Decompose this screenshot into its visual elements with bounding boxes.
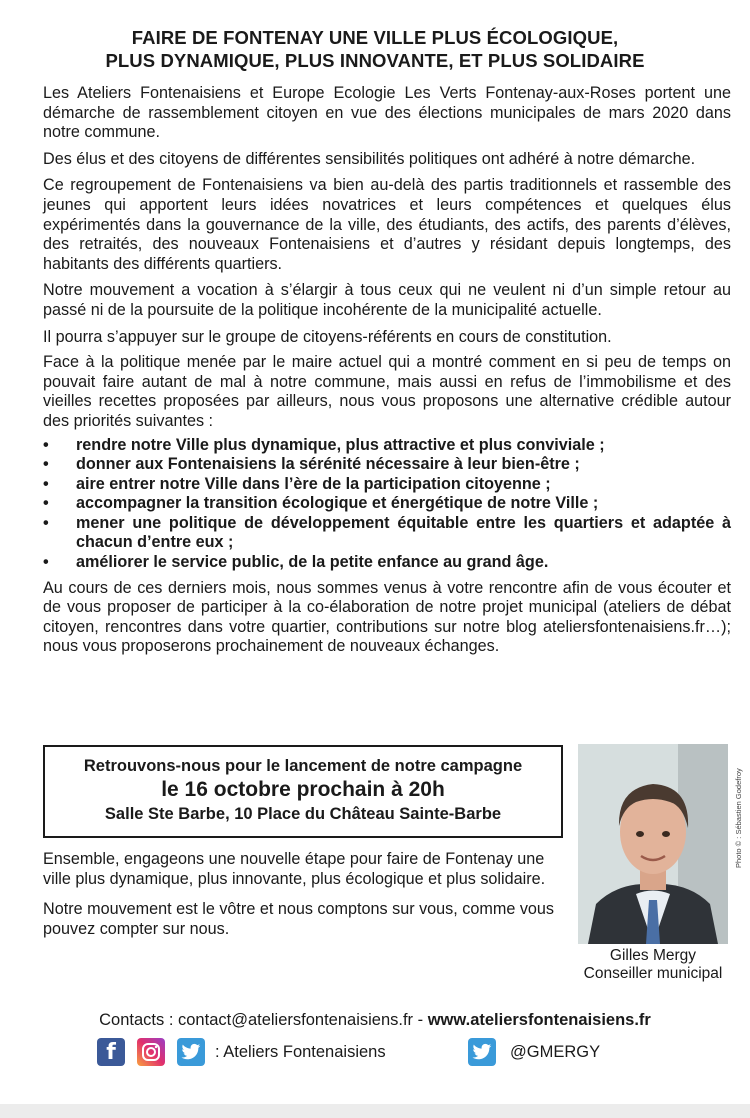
portrait-illustration [578, 744, 728, 944]
photo-credit-text: Photo © : Sébastien Godefroy [734, 768, 743, 868]
priorities-list [43, 436, 731, 573]
candidate-photo [578, 744, 728, 944]
list-item [43, 455, 731, 475]
event-intro: Retrouvons-nous pour le lancement de notre campagne [83, 757, 523, 775]
social-group-label: : Ateliers Fontenaisiens [215, 1043, 386, 1061]
flyer-title [40, 26, 710, 72]
bullet-icon: • [43, 435, 49, 454]
list-item [43, 514, 731, 553]
contact-email: Contacts : contact@ateliersfontenaisiens.fr - [99, 1011, 428, 1029]
list-item [43, 494, 731, 514]
photo-caption [566, 947, 740, 983]
list-item [43, 553, 731, 573]
list-item-text: accompagner la transition écologique et énergétique de notre Ville ; [76, 494, 599, 513]
list-item [43, 475, 731, 495]
paragraph-elus: Des élus et des citoyens de différentes sensibilités politiques ont adhéré à notre démarche. [43, 149, 696, 168]
facebook-icon[interactable] [97, 1038, 125, 1066]
twitter-bird-glyph [181, 1043, 201, 1061]
outro-paragraph-1: Ensemble, engageons une nouvelle étape pour faire de Fontenay une ville plus dynamique, plus innovante, plus écologique et plus solidaire. [43, 850, 546, 888]
photo-credit [722, 748, 743, 908]
website-link[interactable]: www.ateliersfontenaisiens.fr [427, 1011, 651, 1029]
list-item-text: donner aux Fontenaisiens la sérénité nécessaire à leur bien-être ; [76, 455, 580, 474]
paragraph-closing: Au cours de ces derniers mois, nous sommes venus à votre rencontre afin de vous écouter et de vous proposer de participer à la co-élaboration de notre projet municipal (ateliers de débat citoyen, rencontres dans votre quartier, contributions sur notre blog ateliersfontenaisiens.fr…); nous vous proposerons prochainement de nouveaux échanges. [43, 578, 731, 656]
main-text [43, 84, 731, 664]
outro-paragraph-2: Notre mouvement est le vôtre et nous comptons sur vous, comme vous pouvez compter sur nous. [43, 900, 555, 938]
paragraph-mouvement: Notre mouvement a vocation à s’élargir à tous ceux qui ne veulent ni d’un simple retour au passé ni de la poursuite de la politique incohérente de la municipalité actuelle. [43, 281, 731, 319]
candidate-role: Conseiller municipal [583, 965, 723, 982]
instagram-icon[interactable] [137, 1038, 165, 1066]
outro-text [43, 850, 565, 950]
bottom-border [0, 1104, 750, 1118]
twitter-icon[interactable] [468, 1038, 496, 1066]
list-item-text: améliorer le service public, de la petite enfance au grand âge. [76, 553, 549, 572]
event-location: Salle Ste Barbe, 10 Place du Château Sainte-Barbe [104, 805, 502, 823]
title-line-1: FAIRE DE FONTENAY UNE VILLE PLUS ÉCOLOGIQUE, [131, 27, 619, 48]
paragraph-regroupement: Ce regroupement de Fontenaisiens va bien au-delà des partis traditionnels et rassemble des jeunes qui apportent leurs idées novatrices et leurs compétences et quelques élus expérimentés dans la gouvernance de la ville, des étudiants, des actifs, des parents d’élèves, des retraités, des nouveaux Fontenaisiens et d’autres y résidant depuis longtemps, des habitants des différents quartiers. [43, 176, 731, 273]
paragraph-priorites: Face à la politique menée par le maire actuel qui a montré comment en si peu de temps on pouvait faire autant de mal à notre commune, mais aussi en refus de l’immobilisme et des vieilles recettes proposées par ailleurs, nous vous proposons une alternative crédible autour des priorités suivantes : [43, 353, 731, 430]
twitter-icon[interactable] [177, 1038, 205, 1066]
list-item [43, 436, 731, 456]
twitter-handle[interactable]: @GMERGY [510, 1043, 601, 1061]
bullet-icon: • [43, 494, 49, 513]
social-bar [0, 1038, 750, 1070]
twitter-bird-glyph [472, 1043, 492, 1061]
paragraph-referents: Il pourra s’appuyer sur le groupe de citoyens-référents en cours de constitution. [43, 327, 612, 346]
list-item-text: aire entrer notre Ville dans l’ère de la participation citoyenne ; [76, 474, 551, 493]
list-item-text: rendre notre Ville plus dynamique, plus attractive et plus conviviale ; [76, 435, 605, 454]
candidate-name: Gilles Mergy [609, 947, 697, 964]
bullet-icon: • [43, 553, 49, 572]
event-box [43, 745, 563, 838]
facebook-glyph: f [106, 1039, 116, 1065]
contacts-line [0, 1010, 750, 1030]
title-line-2: PLUS DYNAMIQUE, PLUS INNOVANTE, ET PLUS SOLIDAIRE [105, 50, 645, 71]
instagram-glyph [141, 1042, 161, 1062]
list-item-text: mener une politique de développement équitable entre les quartiers et adaptée à chacun d’entre eux ; [76, 513, 731, 552]
bullet-icon: • [43, 455, 49, 474]
paragraph-intro: Les Ateliers Fontenaisiens et Europe Ecologie Les Verts Fontenay-aux-Roses portent une démarche de rassemblement citoyen en vue des élections municipales de mars 2020 dans notre commune. [43, 84, 731, 142]
bullet-icon: • [43, 513, 49, 532]
event-date: le 16 octobre prochain à 20h [161, 778, 445, 801]
bullet-icon: • [43, 474, 49, 493]
